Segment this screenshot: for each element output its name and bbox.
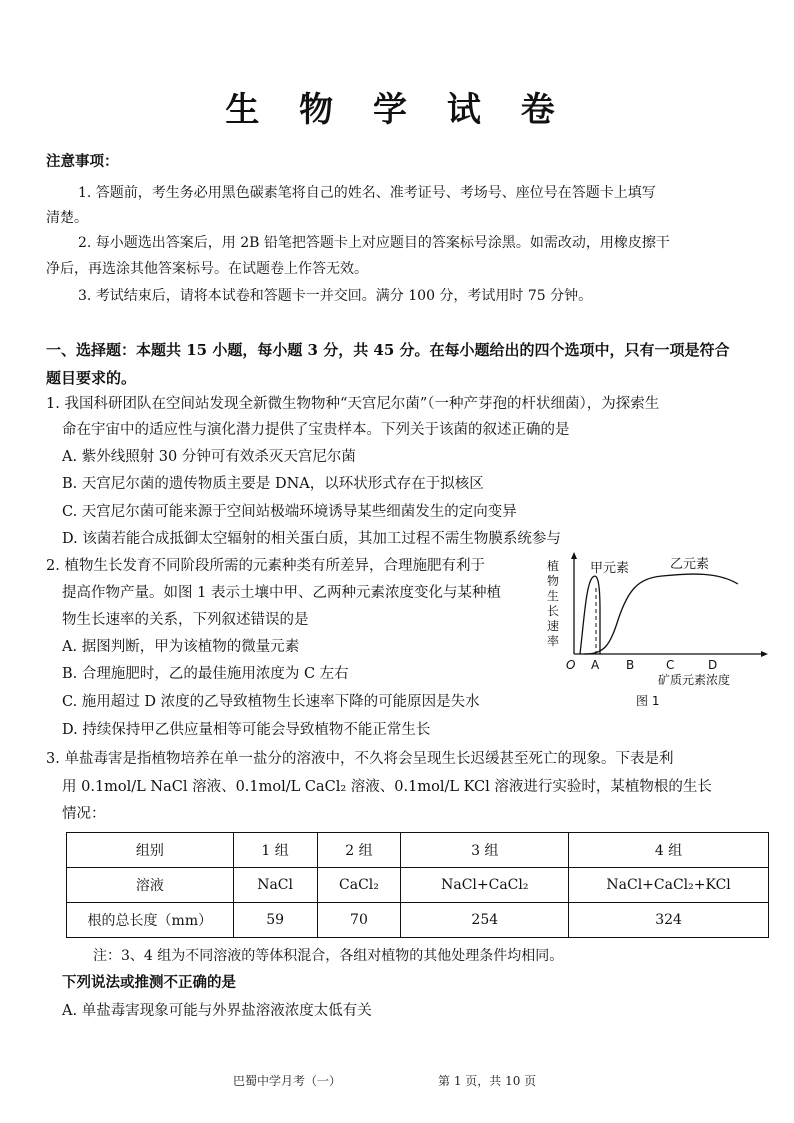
q3-stem-line-3: 情况： [62,806,106,822]
ylabel-char: 植 [547,559,560,573]
q3-table-note: 注：3、4 组为不同溶液的等体积混合，各组对植物的其他处理条件均相同。 [93,948,564,964]
q2-option-c: C. 施用超过 D 浓度的乙导致植物生长速率下降的可能原因是失水 [62,694,480,710]
note-line-1: 1. 答题前，考生务必用黑色碳素笔将自己的姓名、准考证号、考场号、座位号在答题卡上填写 [78,185,656,201]
table-cell: 组别 [67,833,234,868]
q3-stem-line-2: 用 0.1mol/L NaCl 溶液、0.1mol/L CaCl₂ 溶液、0.1mol/L KCl 溶液进行实验时，某植物根的生长 [62,779,712,795]
table-cell: 324 [569,903,769,938]
note-line-5: 3. 考试结束后，请将本试卷和答题卡一并交回。满分 100 分，考试用时 75 分钟。 [78,288,593,304]
notes-heading: 注意事项： [46,153,119,170]
table-cell: NaCl+CaCl₂ [401,868,569,903]
table-cell: CaCl₂ [317,868,401,903]
figure-xlabel: 矿质元素浓度 [658,673,731,687]
table-cell: 根的总长度（mm） [67,903,234,938]
q1-option-c: C. 天宫尼尔菌可能来源于空间站极端环境诱导某些细菌发生的定向变异 [62,504,517,520]
curve-series-b [584,574,738,654]
q2-option-a: A. 据图判断，甲为该植物的微量元素 [62,639,300,655]
footer-page-number: 第 1 页，共 10 页 [438,1074,537,1088]
q3-data-table [66,832,769,938]
q1-stem-line-1: 1. 我国科研团队在空间站发现全新微生物物种“天宫尼尔菌”（一种产芽孢的杆状细菌），为探索生 [46,396,660,412]
figure-ylabel [547,558,559,648]
x-axis-arrow [761,651,768,657]
section-heading-line-1: 一、选择题：本题共 15 小题，每小题 3 分，共 45 分。在每小题给出的四个选项中，只有一项是符合 [46,341,730,359]
table-cell: 254 [401,903,569,938]
table-cell: NaCl+CaCl₂+KCl [569,868,769,903]
figure-1-graph [542,550,782,720]
ylabel-char: 生 [547,589,560,603]
figure-caption: 图 1 [636,694,660,708]
ylabel-char: 率 [547,634,560,648]
ylabel-char: 速 [547,619,560,633]
q2-stem-line-2: 提高作物产量。如图 1 表示土壤中甲、乙两种元素浓度变化与某种植 [62,585,501,601]
q1-option-a: A. 紫外线照射 30 分钟可有效杀灭天宫尼尔菌 [62,449,356,465]
series-a-label: 甲元素 [590,561,630,576]
tick-label-o: O [566,658,576,672]
table-row [67,868,769,903]
page-title: 生 物 学 试 卷 [225,90,569,130]
footer-school: 巴蜀中学月考（一） [233,1074,342,1088]
table-cell: 2 组 [317,833,401,868]
curve-series-a [580,576,600,654]
table-cell: 59 [233,903,317,938]
table-cell: 1 组 [233,833,317,868]
note-line-4: 净后，再选涂其他答案标号。在试题卷上作答无效。 [46,261,368,277]
table-cell: 溶液 [67,868,234,903]
y-axis-arrow [571,552,577,559]
tick-label-a: A [591,658,600,672]
tick-label-d: D [708,658,718,672]
q1-stem-line-2: 命在宇宙中的适应性与演化潜力提供了宝贵样本。下列关于该菌的叙述正确的是 [62,422,570,438]
ylabel-char: 长 [547,604,560,618]
tick-label-c: C [666,658,675,672]
note-line-3: 2. 每小题选出答案后，用 2B 铅笔把答题卡上对应题目的答案标号涂黑。如需改动，用橡皮擦干 [78,235,670,251]
table-cell: 4 组 [569,833,769,868]
q3-stem-line-1: 3. 单盐毒害是指植物培养在单一盐分的溶液中，不久将会呈现生长迟缓甚至死亡的现象。下表是利 [46,751,674,767]
q2-stem-line-3: 物生长速率的关系，下列叙述错误的是 [62,612,309,628]
ylabel-char: 物 [547,574,560,588]
tick-label-b: B [626,658,635,672]
q2-option-d: D. 持续保持甲乙供应量相等可能会导致植物不能正常生长 [62,722,431,738]
q2-option-b: B. 合理施肥时，乙的最佳施用浓度为 C 左右 [62,666,349,682]
section-heading-line-2: 题目要求的。 [46,369,137,387]
table-cell: 3 组 [401,833,569,868]
table-cell: 70 [317,903,401,938]
q3-prompt: 下列说法或推测不正确的是 [62,974,236,991]
note-line-2: 清楚。 [46,210,88,226]
table-row [67,903,769,938]
series-b-label: 乙元素 [670,557,710,572]
q3-option-a: A. 单盐毒害现象可能与外界盐溶液浓度太低有关 [62,1003,372,1019]
table-row [67,833,769,868]
q1-option-d: D. 该菌若能合成抵御太空辐射的相关蛋白质，其加工过程不需生物膜系统参与 [62,531,561,547]
q1-option-b: B. 天宫尼尔菌的遗传物质主要是 DNA，以环状形式存在于拟核区 [62,476,484,492]
q2-stem-line-1: 2. 植物生长发育不同阶段所需的元素种类有所差异，合理施肥有利于 [46,558,485,574]
table-cell: NaCl [233,868,317,903]
